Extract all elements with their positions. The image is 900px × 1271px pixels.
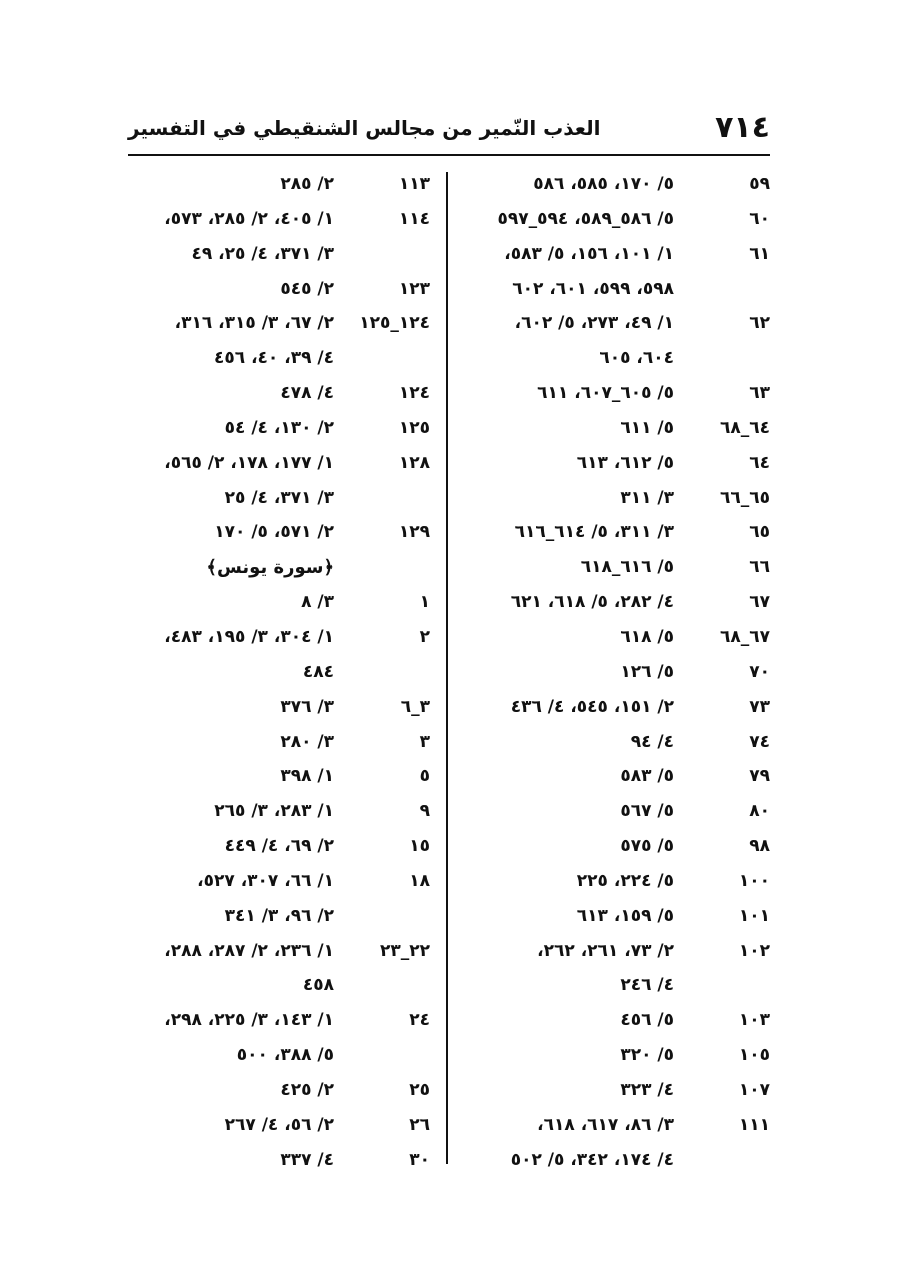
page-references: ٥/ ٥٨٦_٥٨٩، ٥٩٤_٥٩٧ <box>497 208 674 229</box>
page-references: ٣/ ٣٧١، ٤/ ٢٥، ٤٩ <box>191 243 334 264</box>
page-references: ٥/ ١٧٠، ٥٨٥، ٥٨٦ <box>533 174 674 194</box>
verse-number: ١٠١ <box>738 905 770 926</box>
index-row <box>120 691 430 726</box>
verse-number: ٦٤_٦٨ <box>719 417 770 438</box>
verse-number: ٧٩ <box>749 766 770 787</box>
page-references: ٥/ ٢٢٤، ٢٢٥ <box>576 870 674 891</box>
page-references: ٣/ ٨ <box>301 592 334 613</box>
verse-number: ٣_٦ <box>400 696 430 717</box>
verse-number: ٦٠ <box>749 208 770 229</box>
page-references: ٢/ ٦٩، ٤/ ٤٤٩ <box>224 836 334 857</box>
right-index-column <box>470 168 770 1178</box>
index-row <box>120 377 430 412</box>
page-references: ١/ ٢٣٦، ٢/ ٢٨٧، ٢٨٨، <box>164 940 334 961</box>
index-row <box>470 656 770 691</box>
verse-number: ١٢٥ <box>398 417 430 438</box>
index-row <box>120 273 430 308</box>
index-row <box>120 551 430 586</box>
page-references: ١/ ١٧٧، ١٧٨، ٢/ ٥٦٥، <box>164 452 334 473</box>
index-row <box>470 586 770 621</box>
page-references: ٣/ ٣٧٦ <box>280 696 334 717</box>
verse-number: ٢٥ <box>409 1079 430 1100</box>
page-references: ٥/ ٣٢٠ <box>620 1045 674 1066</box>
verse-number: ١٠٣ <box>738 1010 770 1031</box>
index-row <box>470 691 770 726</box>
verse-number: ١١٣ <box>398 174 430 194</box>
page-references: ١/ ١٤٣، ٣/ ٢٢٥، ٢٩٨، <box>164 1010 334 1031</box>
page-references: ١/ ٤٠٥، ٢/ ٢٨٥، ٥٧٣، <box>164 208 334 229</box>
page-references: ٥/ ٦١١ <box>620 417 674 438</box>
verse-number: ٢٦ <box>409 1114 430 1135</box>
index-row <box>470 935 770 970</box>
index-row <box>470 203 770 238</box>
index-row <box>120 482 430 517</box>
page-references: ٤/ ٢٤٦ <box>620 975 674 996</box>
page-references: ٣/ ٢٨٠ <box>280 731 334 752</box>
page-references: ٤٨٤ <box>302 661 334 682</box>
index-row <box>120 760 430 795</box>
index-row <box>470 1074 770 1109</box>
verse-number: ٣٠ <box>409 1149 430 1170</box>
page-references: ١/ ٤٩، ٢٧٣، ٥/ ٦٠٢، <box>514 313 674 334</box>
page-references: ١/ ٣٠٤، ٣/ ١٩٥، ٤٨٣، <box>164 626 334 647</box>
index-row <box>120 726 430 761</box>
index-row <box>120 1004 430 1039</box>
verse-number: ٦٥ <box>749 522 770 543</box>
index-row <box>470 377 770 412</box>
index-row <box>470 168 770 203</box>
page-references: ٣/ ٨٦، ٦١٧، ٦١٨، <box>537 1114 674 1135</box>
index-row <box>470 969 770 1004</box>
index-row <box>470 238 770 273</box>
page-references: ٤/ ٣٢٣ <box>620 1079 674 1100</box>
index-row <box>120 516 430 551</box>
index-row <box>120 203 430 238</box>
index-row <box>120 238 430 273</box>
verse-number: ٨٠ <box>749 801 770 822</box>
page-references: ٥/ ٦٠٥_٦٠٧، ٦١١ <box>537 383 674 404</box>
index-row <box>120 865 430 900</box>
page-references: ٢/ ١٥١، ٥٤٥، ٤/ ٤٣٦ <box>510 696 674 717</box>
verse-number: ٦٣ <box>749 383 770 404</box>
verse-number: ١٠٢ <box>738 940 770 961</box>
index-row <box>120 586 430 621</box>
verse-number: ١٨ <box>409 870 430 891</box>
verse-number: ١٠٥ <box>738 1045 770 1066</box>
index-row <box>470 342 770 377</box>
page-references: ٥/ ١٢٦ <box>620 661 674 682</box>
index-row <box>120 168 430 203</box>
page-header <box>128 108 770 156</box>
verse-number: ١٢٨ <box>398 452 430 473</box>
page-references: ٤٥٨ <box>302 975 334 996</box>
page-references: ٥/ ٥٦٧ <box>620 801 674 822</box>
index-row <box>470 516 770 551</box>
verse-number: ١٢٤_١٢٥ <box>359 313 430 334</box>
verse-number: ٥٩ <box>749 174 770 194</box>
page-references: ١/ ٦٦، ٣٠٧، ٥٢٧، <box>197 870 334 891</box>
verse-number: ٧٤ <box>749 731 770 752</box>
index-row <box>120 1074 430 1109</box>
verse-number: ٣ <box>419 731 430 752</box>
verse-number: ١٢٣ <box>398 278 430 299</box>
index-row <box>120 307 430 342</box>
index-row <box>120 830 430 865</box>
page-references: ٥/ ٣٨٨، ٥٠٠ <box>236 1045 334 1066</box>
index-row <box>120 412 430 447</box>
verse-number: ٦١ <box>749 243 770 264</box>
index-row <box>120 1109 430 1144</box>
page-references: ٤/ ٣٩، ٤٠، ٤٥٦ <box>214 348 334 369</box>
page-references: ١/ ٢٨٣، ٣/ ٢٦٥ <box>214 801 334 822</box>
page-references: ٢/ ٤٢٥ <box>280 1079 334 1100</box>
page-references: ١/ ٣٩٨ <box>280 766 334 787</box>
index-row <box>470 551 770 586</box>
page-references: ٥/ ٦١٢، ٦١٣ <box>576 452 674 473</box>
page-references: ٣/ ٣١١، ٥/ ٦١٤_٦١٦ <box>514 522 674 543</box>
verse-number: ٦٥_٦٦ <box>719 487 770 508</box>
page-references: ٢/ ٢٨٥ <box>280 174 334 194</box>
verse-number: ١٢٤ <box>398 383 430 404</box>
verse-number: ٢٤ <box>409 1010 430 1031</box>
page-references: ٦٠٤، ٦٠٥ <box>599 348 674 369</box>
verse-number: ١١٤ <box>398 208 430 229</box>
verse-number: ٧٠ <box>749 661 770 682</box>
index-row <box>120 656 430 691</box>
verse-number: ١١١ <box>738 1114 770 1135</box>
page-references: ٢/ ٧٣، ٢٦١، ٢٦٢، <box>537 940 674 961</box>
index-row <box>120 969 430 1004</box>
index-row <box>120 621 430 656</box>
verse-number: ٢٢_٢٣ <box>379 940 430 961</box>
index-row <box>120 795 430 830</box>
index-row <box>470 1109 770 1144</box>
index-row <box>470 795 770 830</box>
index-row <box>120 935 430 970</box>
column-divider <box>446 172 448 1164</box>
verse-number: ١٠٧ <box>738 1079 770 1100</box>
page-references: ٢/ ٥٧١، ٥/ ١٧٠ <box>214 522 334 543</box>
page-references: ٥/ ٤٥٦ <box>620 1010 674 1031</box>
verse-number: ١٢٩ <box>398 522 430 543</box>
page-references: ٢/ ٥٦، ٤/ ٢٦٧ <box>224 1114 334 1135</box>
page-references: ١/ ١٠١، ١٥٦، ٥/ ٥٨٣، <box>504 243 674 264</box>
verse-number: ٦٧_٦٨ <box>719 626 770 647</box>
verse-number: ١٠٠ <box>738 870 770 891</box>
page-references: ٤/ ٣٣٧ <box>280 1149 334 1170</box>
page-references: ٥/ ١٥٩، ٦١٣ <box>576 905 674 926</box>
verse-number: ١ <box>419 592 430 613</box>
page-references: ٤/ ٢٨٢، ٥/ ٦١٨، ٦٢١ <box>510 592 674 613</box>
verse-number: ٩ <box>419 801 430 822</box>
verse-number: ١٥ <box>409 836 430 857</box>
index-row <box>470 830 770 865</box>
index-row <box>470 900 770 935</box>
index-row <box>470 273 770 308</box>
page-number: ٧١٤ <box>715 110 770 145</box>
page-references: ٥/ ٥٧٥ <box>620 836 674 857</box>
page-references: ٢/ ٥٤٥ <box>280 278 334 299</box>
verse-number: ٦٦ <box>749 557 770 578</box>
page-references: ٥/ ٦١٨ <box>620 626 674 647</box>
verse-number: ٦٧ <box>749 592 770 613</box>
page-references: ٥/ ٥٨٣ <box>620 766 674 787</box>
index-row <box>120 342 430 377</box>
verse-number: ٥ <box>419 766 430 787</box>
book-title: العذب النّمير من مجالس الشنقيطي في التفسير <box>128 116 601 140</box>
page-references: ٢/ ٦٧، ٣/ ٣١٥، ٣١٦، <box>174 313 334 334</box>
left-index-column <box>120 168 430 1178</box>
page-references: ٥٩٨، ٥٩٩، ٦٠١، ٦٠٢ <box>512 278 674 299</box>
index-row <box>470 307 770 342</box>
index-row <box>470 1004 770 1039</box>
surah-heading: ﴿سورة يونس﴾ <box>206 557 334 579</box>
verse-number: ٦٢ <box>749 313 770 334</box>
index-row <box>470 726 770 761</box>
verse-number: ٢ <box>419 626 430 647</box>
page-references: ٥/ ٦١٦_٦١٨ <box>580 557 674 578</box>
index-row <box>470 760 770 795</box>
index-row <box>470 1144 770 1179</box>
index-row <box>470 1039 770 1074</box>
index-row <box>120 447 430 482</box>
page-references: ٤/ ٤٧٨ <box>280 383 334 404</box>
page-references: ٤/ ١٧٤، ٣٤٢، ٥/ ٥٠٢ <box>510 1149 674 1170</box>
page-references: ٤/ ٩٤ <box>630 731 674 752</box>
index-row <box>120 1039 430 1074</box>
index-row <box>470 447 770 482</box>
page-references: ٣/ ٣٧١، ٤/ ٢٥ <box>224 487 334 508</box>
verse-number: ٧٣ <box>749 696 770 717</box>
page-references: ٣/ ٣١١ <box>620 487 674 508</box>
index-row <box>470 621 770 656</box>
verse-number: ٩٨ <box>749 836 770 857</box>
index-row <box>120 900 430 935</box>
page-references: ٢/ ١٣٠، ٤/ ٥٤ <box>224 417 334 438</box>
page-references: ٢/ ٩٦، ٣/ ٣٤١ <box>224 905 334 926</box>
index-row <box>470 412 770 447</box>
index-row <box>470 482 770 517</box>
index-row <box>120 1144 430 1179</box>
verse-number: ٦٤ <box>749 452 770 473</box>
index-row <box>470 865 770 900</box>
